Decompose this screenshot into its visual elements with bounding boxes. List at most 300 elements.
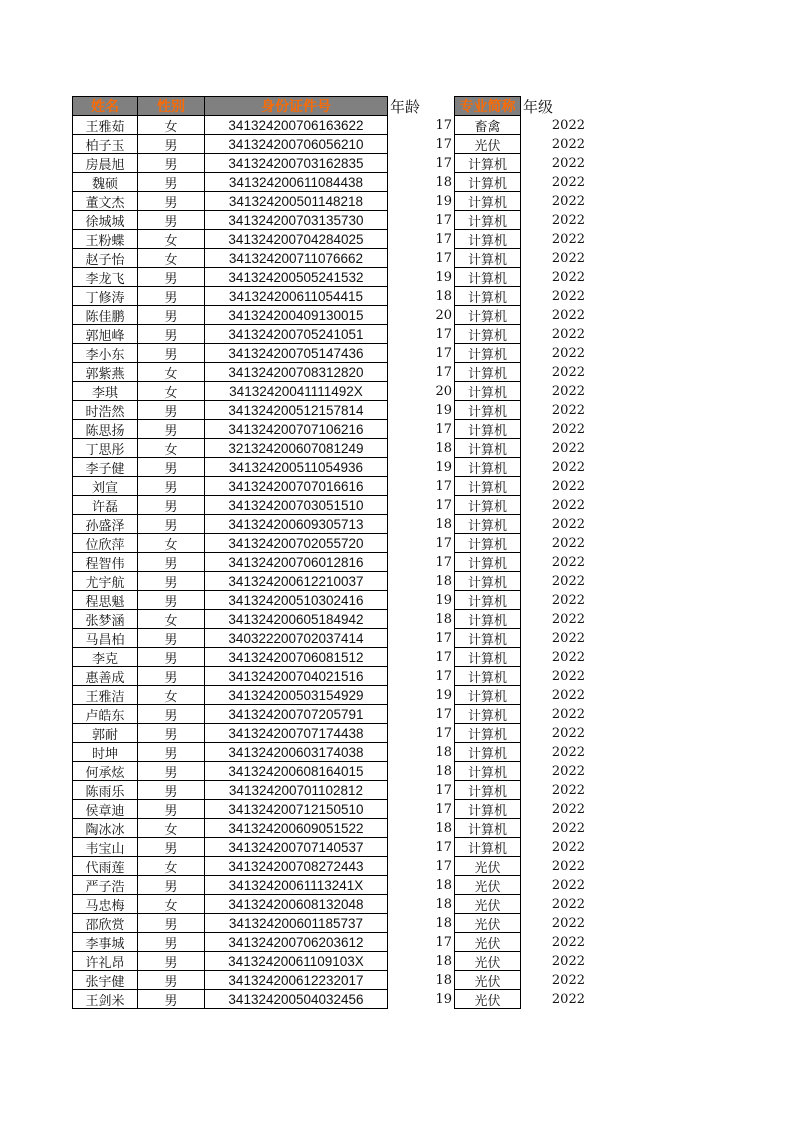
cell-grade[interactable]: 2022 (551, 289, 585, 304)
cell-age[interactable]: 17 (388, 230, 455, 249)
cell-name[interactable]: 丁修涛 (72, 287, 138, 306)
cell-id-number[interactable]: 341324200603174038 (205, 743, 388, 762)
cell-grade[interactable]: 2022 (551, 365, 585, 380)
cell-age[interactable]: 18 (388, 515, 455, 534)
cell-major[interactable]: 光伏 (455, 933, 521, 952)
cell-name[interactable]: 何承炫 (72, 762, 138, 781)
cell-id-number[interactable]: 341324200409130015 (205, 306, 388, 325)
header-id-number[interactable]: 身份证件号 (205, 96, 388, 116)
table-row (72, 458, 587, 477)
cell-grade[interactable]: 2022 (551, 555, 585, 570)
cell-name[interactable]: 时坤 (72, 743, 138, 762)
cell-name[interactable]: 李琪 (72, 382, 138, 401)
cell-name[interactable]: 程智伟 (72, 553, 138, 572)
cell-name[interactable]: 代雨莲 (72, 857, 138, 876)
cell-grade[interactable]: 2022 (551, 935, 585, 950)
cell-age[interactable]: 17 (388, 249, 455, 268)
cell-age[interactable]: 20 (388, 382, 455, 401)
cell-grade[interactable]: 2022 (551, 536, 585, 551)
cell-gender[interactable]: 女 (138, 382, 205, 401)
cell-name[interactable]: 董文杰 (72, 192, 138, 211)
cell-name[interactable]: 孙盛泽 (72, 515, 138, 534)
cell-name[interactable]: 魏硕 (72, 173, 138, 192)
cell-grade[interactable]: 2022 (551, 403, 585, 418)
cell-id-number[interactable]: 341324200711076662 (205, 249, 388, 268)
cell-major[interactable]: 计算机 (455, 667, 521, 686)
cell-age[interactable]: 17 (388, 420, 455, 439)
cell-age[interactable]: 17 (388, 648, 455, 667)
cell-id-number[interactable]: 341324200609051522 (205, 819, 388, 838)
cell-grade[interactable]: 2022 (551, 175, 585, 190)
cell-grade[interactable]: 2022 (551, 479, 585, 494)
cell-id-number[interactable]: 341324200704284025 (205, 230, 388, 249)
table-row (72, 173, 587, 192)
cell-gender[interactable]: 男 (138, 762, 205, 781)
cell-gender[interactable]: 女 (138, 819, 205, 838)
cell-age[interactable]: 17 (388, 211, 455, 230)
cell-gender[interactable]: 男 (138, 192, 205, 211)
cell-gender[interactable]: 女 (138, 230, 205, 249)
cell-age[interactable]: 17 (388, 553, 455, 572)
cell-id-number[interactable]: 341324200704021516 (205, 667, 388, 686)
cell-id-number[interactable]: 341324200511054936 (205, 458, 388, 477)
cell-age[interactable]: 17 (388, 344, 455, 363)
cell-grade[interactable]: 2022 (551, 859, 585, 874)
cell-name[interactable]: 郭紫燕 (72, 363, 138, 382)
cell-gender[interactable]: 女 (138, 686, 205, 705)
cell-major[interactable]: 计算机 (455, 458, 521, 477)
cell-id-number[interactable]: 34132420061109103X (205, 952, 388, 971)
cell-gender[interactable]: 男 (138, 667, 205, 686)
cell-age[interactable]: 17 (388, 135, 455, 154)
cell-major[interactable]: 计算机 (455, 781, 521, 800)
cell-id-number[interactable]: 341324200706012816 (205, 553, 388, 572)
cell-name[interactable]: 程思魁 (72, 591, 138, 610)
cell-age[interactable]: 17 (388, 838, 455, 857)
cell-gender[interactable]: 男 (138, 344, 205, 363)
cell-name[interactable]: 严子浩 (72, 876, 138, 895)
cell-gender[interactable]: 男 (138, 211, 205, 230)
cell-age[interactable]: 18 (388, 895, 455, 914)
cell-id-number[interactable]: 340322200702037414 (205, 629, 388, 648)
cell-name[interactable]: 位欣萍 (72, 534, 138, 553)
cell-age[interactable]: 18 (388, 287, 455, 306)
cell-age[interactable]: 19 (388, 192, 455, 211)
cell-major[interactable]: 计算机 (455, 287, 521, 306)
cell-major[interactable]: 计算机 (455, 325, 521, 344)
cell-age[interactable]: 17 (388, 325, 455, 344)
cell-major[interactable]: 计算机 (455, 705, 521, 724)
cell-grade[interactable]: 2022 (551, 688, 585, 703)
cell-age[interactable]: 18 (388, 971, 455, 990)
cell-grade[interactable]: 2022 (551, 612, 585, 627)
cell-name[interactable]: 张宇健 (72, 971, 138, 990)
cell-gender[interactable]: 男 (138, 325, 205, 344)
cell-gender[interactable]: 男 (138, 496, 205, 515)
cell-gender[interactable]: 女 (138, 116, 205, 135)
cell-grade[interactable]: 2022 (551, 821, 585, 836)
cell-grade[interactable]: 2022 (551, 118, 585, 133)
cell-id-number[interactable]: 341324200703162835 (205, 154, 388, 173)
cell-id-number[interactable]: 341324200612232017 (205, 971, 388, 990)
cell-name[interactable]: 房晨旭 (72, 154, 138, 173)
cell-age[interactable]: 17 (388, 705, 455, 724)
cell-id-number[interactable]: 341324200608164015 (205, 762, 388, 781)
cell-id-number[interactable]: 341324200501148218 (205, 192, 388, 211)
cell-grade[interactable]: 2022 (551, 422, 585, 437)
cell-gender[interactable]: 女 (138, 895, 205, 914)
cell-major[interactable]: 计算机 (455, 401, 521, 420)
cell-major[interactable]: 计算机 (455, 344, 521, 363)
cell-gender[interactable]: 男 (138, 933, 205, 952)
cell-grade[interactable]: 2022 (551, 916, 585, 931)
cell-name[interactable]: 邵欣赏 (72, 914, 138, 933)
cell-name[interactable]: 李事城 (72, 933, 138, 952)
cell-id-number[interactable]: 341324200706203612 (205, 933, 388, 952)
header-major[interactable]: 专业简称 (455, 96, 521, 116)
table-row (72, 154, 587, 173)
cell-id-number[interactable]: 341324200701102812 (205, 781, 388, 800)
cell-name[interactable]: 郭旭峰 (72, 325, 138, 344)
header-name[interactable]: 姓名 (72, 96, 138, 116)
cell-age[interactable]: 19 (388, 458, 455, 477)
cell-name[interactable]: 马昌柏 (72, 629, 138, 648)
cell-id-number[interactable]: 341324200608132048 (205, 895, 388, 914)
cell-grade[interactable]: 2022 (551, 973, 585, 988)
cell-name[interactable]: 王剑米 (72, 990, 138, 1009)
cell-grade[interactable]: 2022 (551, 707, 585, 722)
cell-major[interactable]: 计算机 (455, 515, 521, 534)
cell-age[interactable]: 17 (388, 933, 455, 952)
cell-id-number[interactable]: 341324200611054415 (205, 287, 388, 306)
cell-gender[interactable]: 男 (138, 743, 205, 762)
cell-name[interactable]: 王雅茹 (72, 116, 138, 135)
cell-age[interactable]: 20 (388, 306, 455, 325)
cell-id-number[interactable]: 341324200707016616 (205, 477, 388, 496)
cell-id-number[interactable]: 341324200510302416 (205, 591, 388, 610)
cell-gender[interactable]: 男 (138, 990, 205, 1009)
cell-name[interactable]: 李子健 (72, 458, 138, 477)
cell-grade[interactable]: 2022 (551, 992, 585, 1007)
cell-id-number[interactable]: 341324200605184942 (205, 610, 388, 629)
cell-age[interactable]: 18 (388, 572, 455, 591)
cell-grade[interactable]: 2022 (551, 156, 585, 171)
cell-id-number[interactable]: 341324200706163622 (205, 116, 388, 135)
header-gender[interactable]: 性别 (138, 96, 205, 116)
cell-gender[interactable]: 男 (138, 971, 205, 990)
cell-major[interactable]: 计算机 (455, 572, 521, 591)
cell-name[interactable]: 刘宣 (72, 477, 138, 496)
cell-gender[interactable]: 女 (138, 534, 205, 553)
cell-gender[interactable]: 女 (138, 857, 205, 876)
cell-name[interactable]: 张梦涵 (72, 610, 138, 629)
cell-major[interactable]: 计算机 (455, 743, 521, 762)
cell-major[interactable]: 光伏 (455, 135, 521, 154)
cell-name[interactable]: 陈思扬 (72, 420, 138, 439)
cell-age[interactable]: 17 (388, 116, 455, 135)
cell-age[interactable]: 17 (388, 496, 455, 515)
cell-id-number[interactable]: 341324200512157814 (205, 401, 388, 420)
cell-major[interactable]: 计算机 (455, 154, 521, 173)
cell-id-number[interactable]: 341324200707205791 (205, 705, 388, 724)
cell-gender[interactable]: 男 (138, 553, 205, 572)
cell-age[interactable]: 17 (388, 781, 455, 800)
cell-grade[interactable]: 2022 (551, 574, 585, 589)
cell-id-number[interactable]: 341324200707106216 (205, 420, 388, 439)
cell-grade[interactable]: 2022 (551, 270, 585, 285)
cell-name[interactable]: 李克 (72, 648, 138, 667)
table-row (72, 667, 587, 686)
cell-id-number[interactable]: 341324200706056210 (205, 135, 388, 154)
cell-gender[interactable]: 男 (138, 477, 205, 496)
student-table (72, 96, 587, 1009)
cell-age[interactable]: 17 (388, 477, 455, 496)
cell-name[interactable]: 侯章迪 (72, 800, 138, 819)
cell-grade[interactable]: 2022 (551, 840, 585, 855)
cell-id-number[interactable]: 341324200712150510 (205, 800, 388, 819)
cell-major[interactable]: 计算机 (455, 477, 521, 496)
cell-gender[interactable]: 男 (138, 572, 205, 591)
table-row (72, 819, 587, 838)
cell-major[interactable]: 计算机 (455, 629, 521, 648)
cell-age[interactable]: 18 (388, 876, 455, 895)
cell-gender[interactable]: 男 (138, 268, 205, 287)
cell-grade[interactable]: 2022 (551, 593, 585, 608)
cell-name[interactable]: 陈佳鹏 (72, 306, 138, 325)
cell-age[interactable]: 17 (388, 857, 455, 876)
cell-grade[interactable]: 2022 (551, 745, 585, 760)
cell-major[interactable]: 计算机 (455, 534, 521, 553)
cell-major[interactable]: 计算机 (455, 800, 521, 819)
cell-grade[interactable]: 2022 (551, 498, 585, 513)
cell-gender[interactable]: 男 (138, 306, 205, 325)
cell-major[interactable]: 光伏 (455, 876, 521, 895)
cell-id-number[interactable]: 34132420041111492X (205, 382, 388, 401)
cell-id-number[interactable]: 341324200505241532 (205, 268, 388, 287)
cell-grade[interactable]: 2022 (551, 783, 585, 798)
cell-gender[interactable]: 男 (138, 287, 205, 306)
cell-name[interactable]: 卢皓东 (72, 705, 138, 724)
cell-major[interactable]: 计算机 (455, 724, 521, 743)
cell-age[interactable]: 19 (388, 401, 455, 420)
cell-name[interactable]: 陈雨乐 (72, 781, 138, 800)
table-row (72, 192, 587, 211)
cell-grade[interactable]: 2022 (551, 346, 585, 361)
cell-id-number[interactable]: 341324200611084438 (205, 173, 388, 192)
cell-major[interactable]: 计算机 (455, 306, 521, 325)
cell-age[interactable]: 17 (388, 667, 455, 686)
cell-age[interactable]: 18 (388, 819, 455, 838)
cell-name[interactable]: 王粉蝶 (72, 230, 138, 249)
table-row (72, 439, 587, 458)
cell-major[interactable]: 计算机 (455, 686, 521, 705)
cell-grade[interactable]: 2022 (551, 631, 585, 646)
cell-id-number[interactable]: 321324200607081249 (205, 439, 388, 458)
cell-grade[interactable]: 2022 (551, 669, 585, 684)
cell-gender[interactable]: 男 (138, 724, 205, 743)
cell-gender[interactable]: 男 (138, 876, 205, 895)
cell-grade[interactable]: 2022 (551, 232, 585, 247)
cell-name[interactable]: 李龙飞 (72, 268, 138, 287)
cell-name[interactable]: 韦宝山 (72, 838, 138, 857)
cell-age[interactable]: 19 (388, 591, 455, 610)
cell-major[interactable]: 计算机 (455, 268, 521, 287)
cell-grade[interactable]: 2022 (551, 954, 585, 969)
cell-id-number[interactable]: 341324200503154929 (205, 686, 388, 705)
cell-id-number[interactable]: 341324200707140537 (205, 838, 388, 857)
cell-gender[interactable]: 男 (138, 591, 205, 610)
cell-name[interactable]: 惠善成 (72, 667, 138, 686)
cell-id-number[interactable]: 341324200705241051 (205, 325, 388, 344)
cell-major[interactable]: 计算机 (455, 553, 521, 572)
cell-id-number[interactable]: 341324200706081512 (205, 648, 388, 667)
cell-age[interactable]: 18 (388, 762, 455, 781)
cell-age[interactable]: 18 (388, 743, 455, 762)
cell-gender[interactable]: 男 (138, 629, 205, 648)
cell-id-number[interactable]: 34132420061113241X (205, 876, 388, 895)
cell-gender[interactable]: 男 (138, 420, 205, 439)
cell-age[interactable]: 17 (388, 154, 455, 173)
cell-id-number[interactable]: 341324200504032456 (205, 990, 388, 1009)
cell-major[interactable]: 计算机 (455, 363, 521, 382)
cell-gender[interactable]: 男 (138, 952, 205, 971)
cell-name[interactable]: 陶冰冰 (72, 819, 138, 838)
cell-major[interactable]: 计算机 (455, 496, 521, 515)
cell-major[interactable]: 计算机 (455, 211, 521, 230)
cell-gender[interactable]: 女 (138, 249, 205, 268)
cell-age[interactable]: 18 (388, 952, 455, 971)
cell-gender[interactable]: 男 (138, 458, 205, 477)
cell-major[interactable]: 计算机 (455, 591, 521, 610)
cell-major[interactable]: 计算机 (455, 230, 521, 249)
cell-gender[interactable]: 女 (138, 610, 205, 629)
cell-grade[interactable]: 2022 (551, 327, 585, 342)
cell-gender[interactable]: 男 (138, 401, 205, 420)
cell-id-number[interactable]: 341324200707174438 (205, 724, 388, 743)
cell-name[interactable]: 徐城城 (72, 211, 138, 230)
cell-age[interactable]: 17 (388, 800, 455, 819)
cell-id-number[interactable]: 341324200708312820 (205, 363, 388, 382)
table-row (72, 211, 587, 230)
cell-gender[interactable]: 男 (138, 135, 205, 154)
cell-grade[interactable]: 2022 (551, 764, 585, 779)
cell-grade[interactable]: 2022 (551, 726, 585, 741)
header-age[interactable]: 年龄 (388, 96, 455, 116)
cell-gender[interactable]: 男 (138, 705, 205, 724)
cell-age[interactable]: 17 (388, 534, 455, 553)
cell-id-number[interactable]: 341324200601185737 (205, 914, 388, 933)
cell-name[interactable]: 王雅洁 (72, 686, 138, 705)
cell-major[interactable]: 计算机 (455, 610, 521, 629)
cell-id-number[interactable]: 341324200708272443 (205, 857, 388, 876)
cell-name[interactable]: 时浩然 (72, 401, 138, 420)
cell-name[interactable]: 李小东 (72, 344, 138, 363)
cell-name[interactable]: 赵子怡 (72, 249, 138, 268)
cell-gender[interactable]: 男 (138, 515, 205, 534)
cell-age[interactable]: 18 (388, 173, 455, 192)
cell-major[interactable]: 计算机 (455, 192, 521, 211)
cell-age[interactable]: 17 (388, 724, 455, 743)
cell-major[interactable]: 计算机 (455, 382, 521, 401)
cell-gender[interactable]: 男 (138, 154, 205, 173)
cell-gender[interactable]: 女 (138, 363, 205, 382)
cell-major[interactable]: 计算机 (455, 439, 521, 458)
cell-gender[interactable]: 男 (138, 648, 205, 667)
table-row (72, 477, 587, 496)
cell-age[interactable]: 18 (388, 610, 455, 629)
cell-major[interactable]: 光伏 (455, 971, 521, 990)
cell-major[interactable]: 光伏 (455, 857, 521, 876)
cell-id-number[interactable]: 341324200609305713 (205, 515, 388, 534)
cell-name[interactable]: 柏子玉 (72, 135, 138, 154)
cell-major[interactable]: 计算机 (455, 762, 521, 781)
cell-grade[interactable]: 2022 (551, 460, 585, 475)
cell-gender[interactable]: 男 (138, 914, 205, 933)
cell-grade[interactable]: 2022 (551, 897, 585, 912)
cell-grade[interactable]: 2022 (551, 213, 585, 228)
cell-age[interactable]: 19 (388, 990, 455, 1009)
cell-gender[interactable]: 男 (138, 838, 205, 857)
table-row (72, 876, 587, 895)
cell-major[interactable]: 计算机 (455, 648, 521, 667)
cell-id-number[interactable]: 341324200612210037 (205, 572, 388, 591)
cell-name[interactable]: 尤宇航 (72, 572, 138, 591)
cell-grade[interactable]: 2022 (551, 308, 585, 323)
cell-name[interactable]: 许礼昂 (72, 952, 138, 971)
cell-grade[interactable]: 2022 (551, 517, 585, 532)
cell-id-number[interactable]: 341324200703051510 (205, 496, 388, 515)
cell-major[interactable]: 计算机 (455, 838, 521, 857)
cell-id-number[interactable]: 341324200703135730 (205, 211, 388, 230)
cell-grade[interactable]: 2022 (551, 137, 585, 152)
cell-gender[interactable]: 男 (138, 173, 205, 192)
cell-age[interactable]: 18 (388, 439, 455, 458)
cell-id-number[interactable]: 341324200705147436 (205, 344, 388, 363)
cell-grade[interactable]: 2022 (551, 194, 585, 209)
cell-major[interactable]: 计算机 (455, 173, 521, 192)
cell-id-number[interactable]: 341324200702055720 (205, 534, 388, 553)
cell-name[interactable]: 郭耐 (72, 724, 138, 743)
cell-grade[interactable]: 2022 (551, 251, 585, 266)
cell-grade[interactable]: 2022 (551, 384, 585, 399)
cell-name[interactable]: 许磊 (72, 496, 138, 515)
cell-name[interactable]: 丁思彤 (72, 439, 138, 458)
cell-grade[interactable]: 2022 (551, 878, 585, 893)
cell-age[interactable]: 17 (388, 629, 455, 648)
cell-gender[interactable]: 女 (138, 439, 205, 458)
cell-major[interactable]: 计算机 (455, 249, 521, 268)
cell-gender[interactable]: 男 (138, 800, 205, 819)
cell-major[interactable]: 计算机 (455, 819, 521, 838)
cell-major[interactable]: 光伏 (455, 990, 521, 1009)
table-row (72, 249, 587, 268)
cell-grade[interactable]: 2022 (551, 650, 585, 665)
cell-age[interactable]: 19 (388, 268, 455, 287)
header-grade[interactable]: 年级 (523, 97, 554, 116)
cell-major[interactable]: 光伏 (455, 914, 521, 933)
cell-major[interactable]: 畜禽 (455, 116, 521, 135)
cell-major[interactable]: 光伏 (455, 952, 521, 971)
cell-gender[interactable]: 男 (138, 781, 205, 800)
cell-age[interactable]: 17 (388, 363, 455, 382)
cell-age[interactable]: 19 (388, 686, 455, 705)
cell-major[interactable]: 光伏 (455, 895, 521, 914)
cell-grade[interactable]: 2022 (551, 441, 585, 456)
cell-major[interactable]: 计算机 (455, 420, 521, 439)
cell-grade[interactable]: 2022 (551, 802, 585, 817)
cell-name[interactable]: 马忠梅 (72, 895, 138, 914)
cell-age[interactable]: 18 (388, 914, 455, 933)
